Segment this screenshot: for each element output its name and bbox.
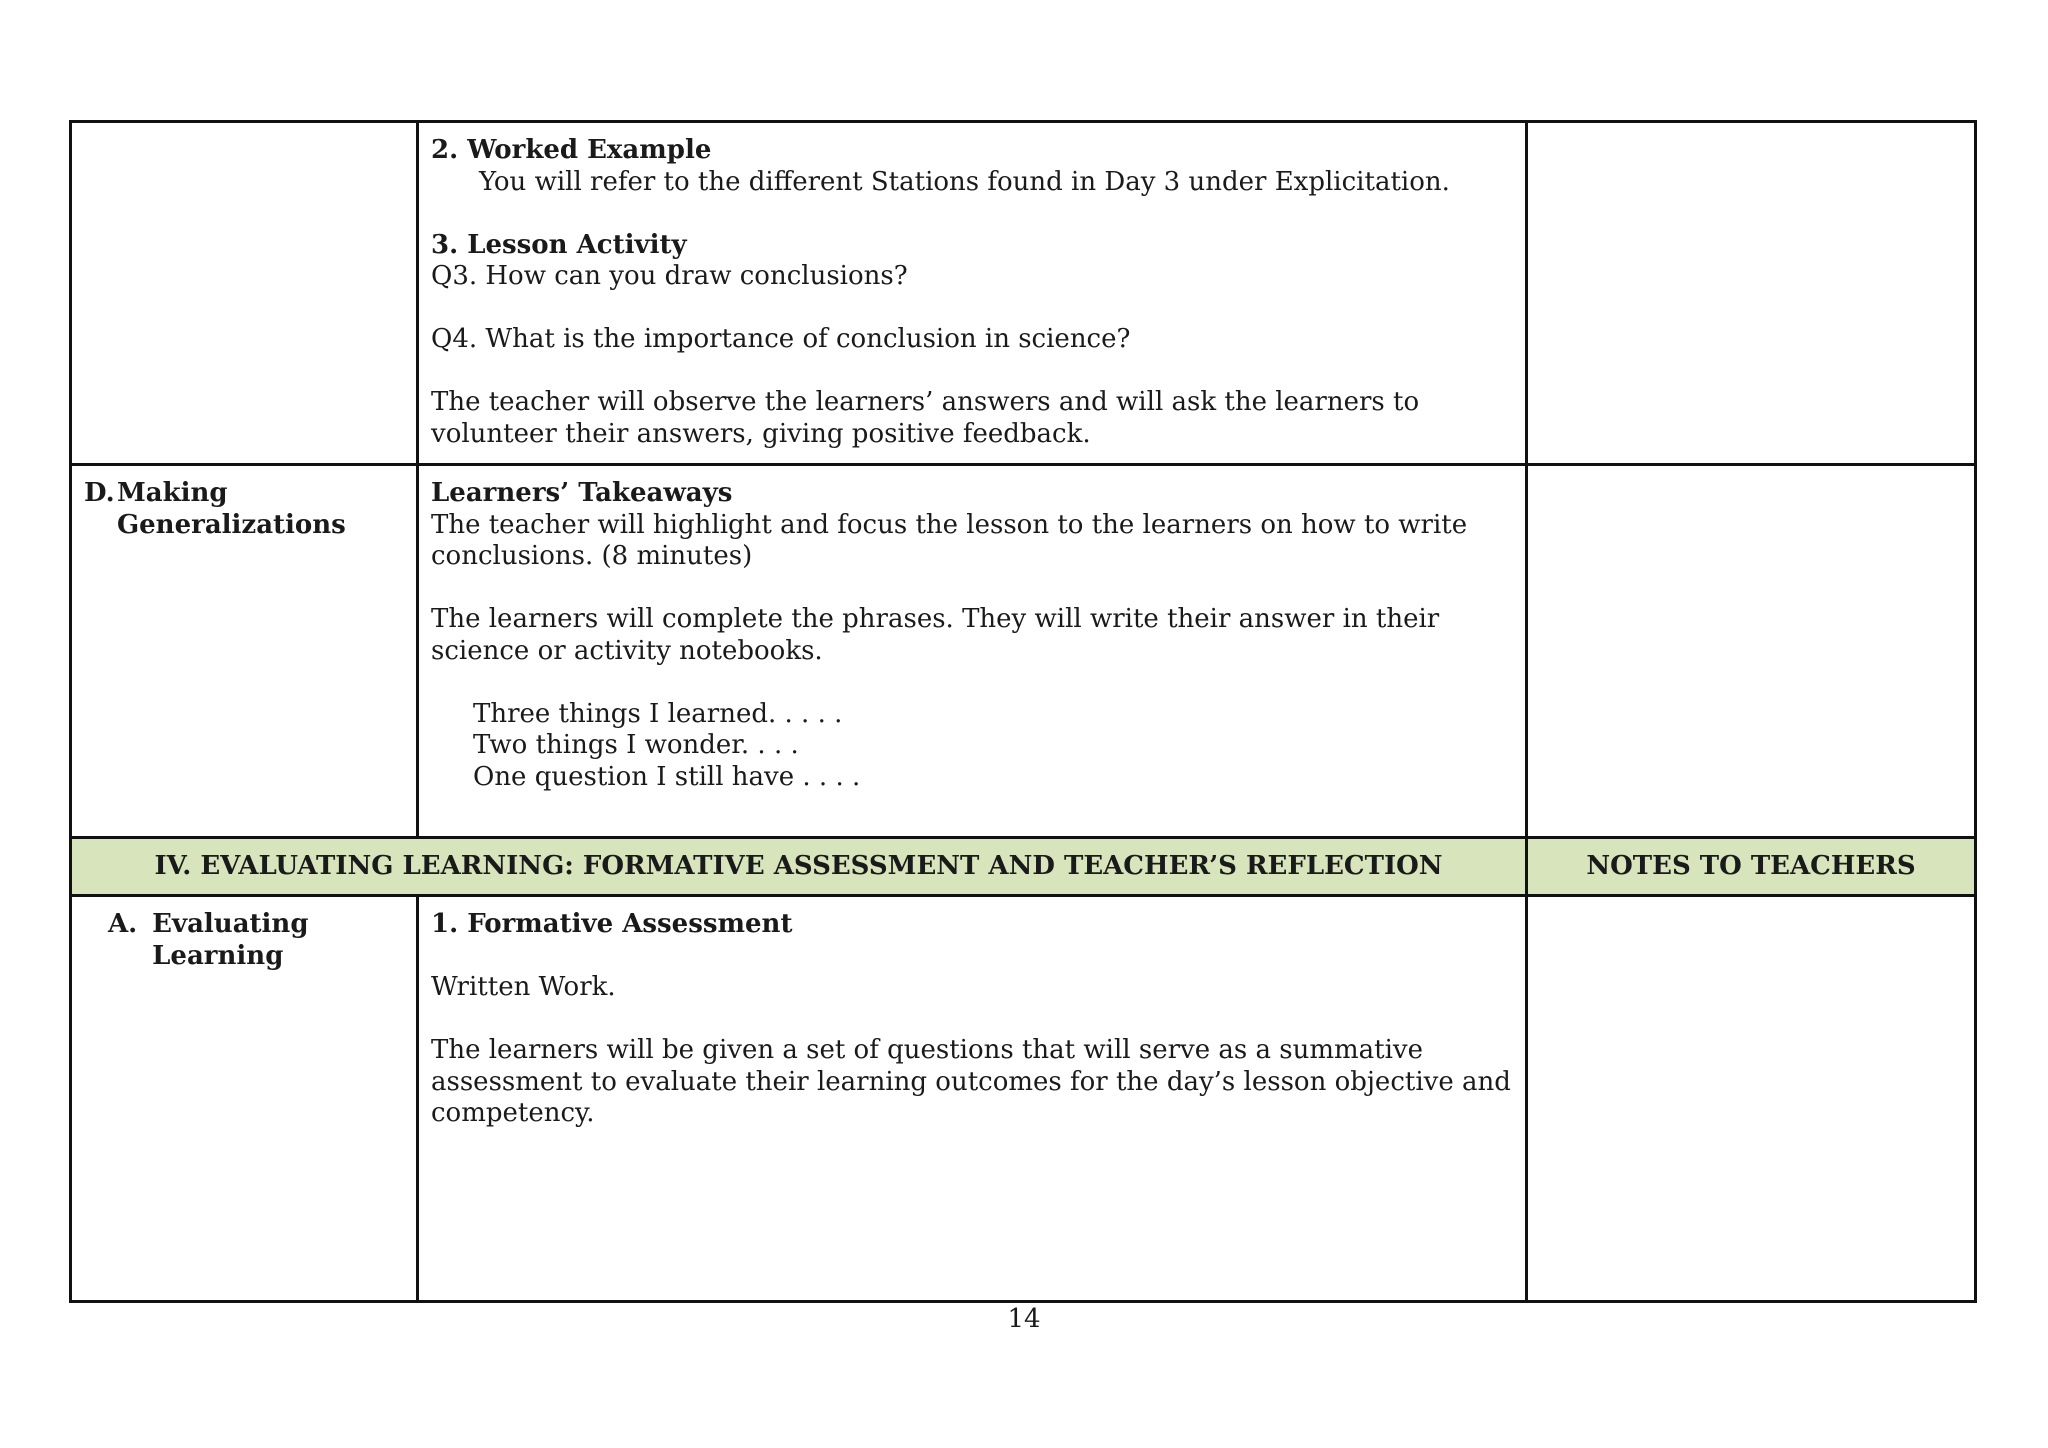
notes-header: NOTES TO TEACHERS [1527, 838, 1976, 896]
phrase-item: Three things I learned. . . . . [473, 698, 843, 729]
row-label: Making Generalizations [116, 478, 346, 540]
takeaways-heading: Learners’ Takeaways [431, 478, 733, 508]
question-q3: Q3. How can you draw conclusions? [431, 261, 908, 291]
row-letter: D. [84, 478, 115, 508]
label-cell-making-generalizations [71, 465, 418, 838]
phrase-item: Two things I wonder. . . . [473, 730, 799, 760]
label-cell-empty [71, 122, 418, 465]
row-letter: A. [108, 909, 138, 939]
row-label: Evaluating Learning [152, 909, 309, 971]
section-header-title: IV. EVALUATING LEARNING: FORMATIVE ASSESSMENT AND TEACHER’S REFLECTION [71, 838, 1527, 896]
takeaways-paragraph-1: The teacher will highlight and focus the lesson to the learners on how to write conclusions. (8 minutes) [431, 509, 1468, 571]
table-row-lesson-activity [71, 122, 1976, 465]
formative-assessment-heading: 1. Formative Assessment [431, 909, 793, 939]
notes-cell [1527, 122, 1976, 465]
table-row-evaluating-learning [71, 896, 1976, 1302]
lesson-plan-table [69, 120, 1977, 1303]
teacher-observe-note: The teacher will observe the learners’ answers and will ask the learners to volunteer their answers, giving positive feedback. [431, 387, 1420, 449]
phrase-item: One question I still have . . . . [473, 761, 861, 792]
notes-cell [1527, 896, 1976, 1302]
content-cell-takeaways [418, 465, 1527, 838]
content-cell-formative-assessment [418, 896, 1527, 1302]
lesson-activity-heading: 3. Lesson Activity [431, 229, 687, 260]
label-cell-evaluating-learning [71, 896, 418, 1302]
table-row-making-generalizations [71, 465, 1976, 838]
page-number: 14 [1007, 1304, 1041, 1334]
section-header-row [71, 838, 1976, 896]
worked-example-text: You will refer to the different Stations found in Day 3 under Explicitation. [479, 166, 1450, 197]
notes-cell [1527, 465, 1976, 838]
written-work: Written Work. [431, 972, 616, 1002]
takeaways-paragraph-2: The learners will complete the phrases. They will write their answer in their science or activity notebooks. [431, 604, 1440, 666]
phrase-list [431, 699, 1513, 794]
question-q4: Q4. What is the importance of conclusion in science? [431, 324, 1131, 354]
worked-example-heading: 2. Worked Example [431, 135, 712, 165]
content-cell-worked-example [418, 122, 1527, 465]
assessment-description: The learners will be given a set of questions that will serve as a summative assessment to evaluate their learning outcomes for the day’s lesson objective and competency. [431, 1035, 1511, 1128]
